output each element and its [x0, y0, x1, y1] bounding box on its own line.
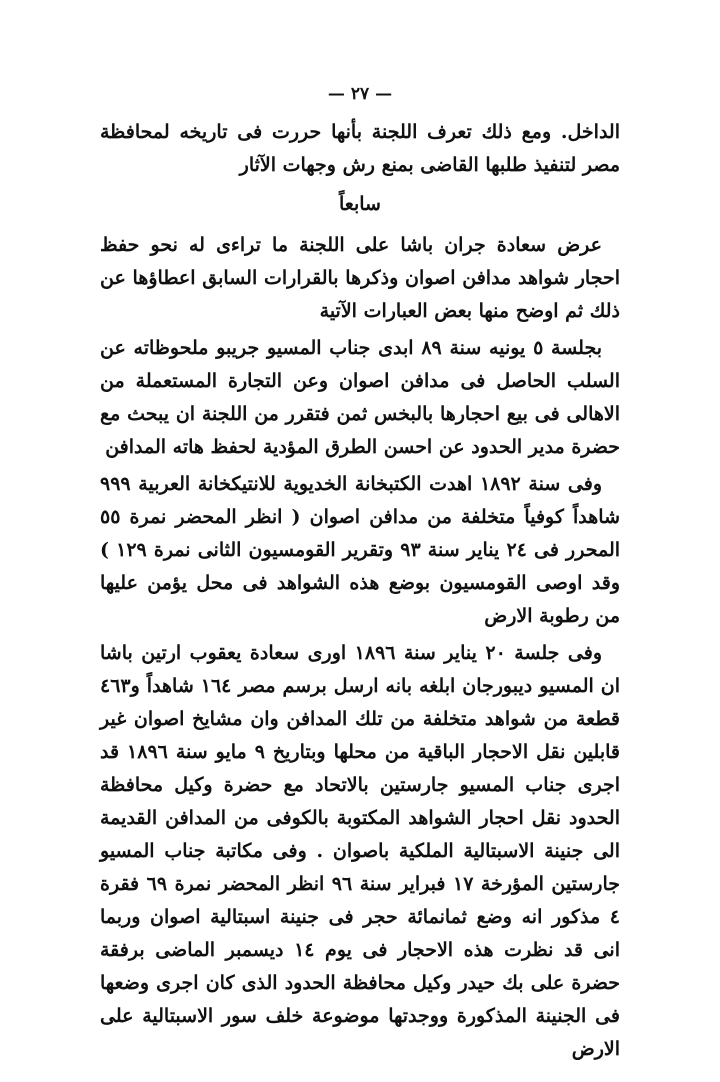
paragraph-quote-3: وفى جلسة ٢٠ يناير سنة ١٨٩٦ اورى سعادة يعقوب ارتين باشا ان المسيو ديبورجان ابلغه بانه ارسل برسم مصر ١٦٤ شاهداً و٤٦٣ قطعة من شواهد متخلفة من تلك المدافن وان مشايخ اصوان غير قابلين نقل الاحجار الباقية من محلها وبتاريخ ٩ مايو سنة ١٨٩٦ قد اجرى جناب المسيو جارستين بالاتحاد مع حضرة وكيل محافظة الحدود نقل احجار الشواهد المكتوبة بالكوفى من المدافن القديمة الى جنينة الاسبتالية الملكية باصوان . وفى مكاتبة جناب المسيو جارستين المؤرخة ١٧ فبراير سنة ٩٦ انظر المحضر نمرة ٦٩ فقرة ٤ مذكور انه وضع ثمانمائة حجر فى جنينة اسبتالية اصوان وربما انى قد نظرت هذه الاحجار فى يوم ١٤ ديسمبر الماضى برفقة حضرة على بك حيدر وكيل محافظة الحدود الذى كان اجرى وضعها فى الجنينة المذكورة ووجدتها موضوعة خلف سور الاسبتالية على الارض	[100, 642, 620, 1060]
section-heading: سابعاً	[339, 193, 381, 215]
dash-left: —	[327, 84, 345, 104]
page-number: ٢٧	[350, 84, 370, 104]
paragraph-quote-2: وفى سنة ١٨٩٢ اهدت الكتبخانة الخديوية للانتيكخانة العربية ٩٩٩ شاهداً كوفياً متخلفة من مدافن اصوان ( انظر المحضر نمرة ٥٥ المحرر فى ٢٤ يناير سنة ٩٣ وتقرير القومسيون الثانى نمرة ١٢٩ ) وقد اوصى القومسيون بوضع هذه الشواهد فى محل يؤمن عليها من رطوبة الارض	[100, 473, 621, 627]
paragraph-continuation: الداخل. ومع ذلك تعرف اللجنة بأنها حررت فى تاريخه لمحافظة مصر لتنفيذ طلبها القاضى بمنع رش وجهات الآثار	[100, 121, 620, 176]
body-text	[100, 116, 620, 1066]
paragraph-quote-1: بجلسة ٥ يونيه سنة ٨٩ ابدى جناب المسيو جريبو ملحوظاته عن السلب الحاصل فى مدافن اصوان وعن التجارة المستعملة من الاهالى فى بيع احجارها بالبخس ثمن فتقرر من اللجنة ان يبحث مع حضرة مدير الحدود عن احسن الطرق المؤدية لحفظ هاته المدافن	[100, 337, 620, 458]
paragraph-intro: عرض سعادة جران باشا على اللجنة ما تراءى له نحو حفظ احجار شواهد مدافن اصوان وذكرها بالقرارات السابق اعطاؤها عن ذلك ثم اوضح منها بعض العبارات الآتية	[100, 234, 620, 322]
dash-right: —	[375, 84, 393, 104]
page-number-header	[0, 84, 720, 104]
